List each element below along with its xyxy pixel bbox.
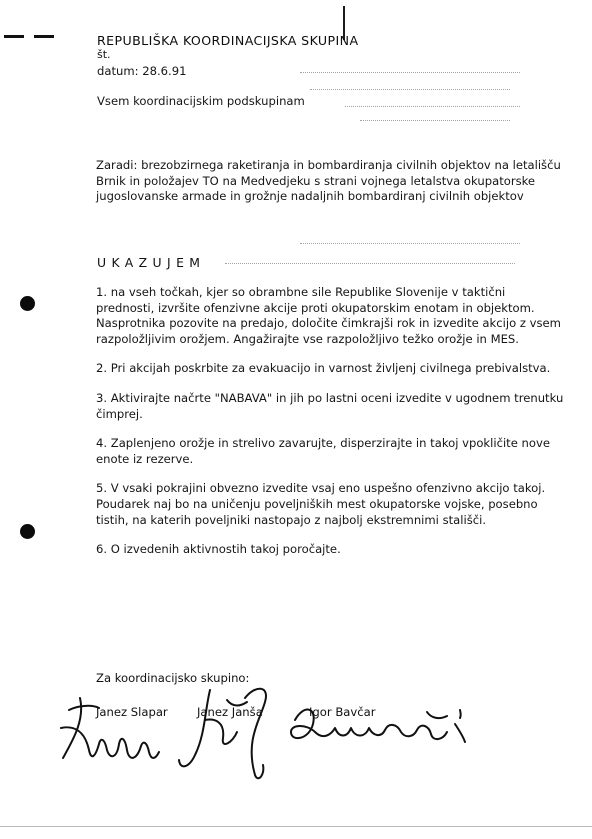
orders-list (96, 285, 566, 572)
scan-mark (4, 35, 56, 39)
closing-line: Za koordinacijsko skupino: (96, 671, 250, 685)
faded-stamp (300, 243, 520, 244)
document-number: št. (97, 48, 111, 61)
order-item: 4. Zaplenjeno orožje in strelivo zavarujte, disperzirajte in takoj vpokličite nove enote iz rezerve. (96, 436, 550, 466)
organization-title: REPUBLIŠKA KOORDINACIJSKA SKUPINA (97, 33, 359, 48)
order-item: 6. O izvedenih aktivnostih takoj poročajte. (96, 542, 341, 557)
punch-hole (20, 524, 35, 539)
faded-stamp (310, 89, 510, 90)
order-heading: UKAZUJEM (97, 255, 206, 270)
punch-hole (20, 296, 35, 311)
handwritten-signatures (55, 680, 475, 785)
faded-stamp (300, 72, 520, 73)
order-item: 5. V vsaki pokrajini obvezno izvedite vsaj eno uspešno ofenzivno akcijo takoj. Poudarek naj bo na uničenju poveljniških mest okupatorske vojske, posebno tistih, na katerih poveljniki nastopajo z najbolj ekstremnimi stališči. (96, 481, 546, 527)
recipients-line: Vsem koordinacijskim podskupinam (97, 94, 305, 108)
order-item: 3. Aktivirajte načrte "NABAVA" in jih po lastni oceni izvedite v ugodnem trenutku čimprej. (96, 390, 564, 421)
signatory-name: Igor Bavčar (309, 705, 376, 719)
order-item: 2. Pri akcijah poskrbite za evakuacijo in varnost življenj civilnega prebivalstva. (96, 361, 551, 376)
page-edge (0, 826, 592, 827)
document-date: datum: 28.6.91 (97, 64, 187, 78)
signatory-name: Janez Slapar (96, 705, 168, 719)
faded-stamp (225, 263, 515, 264)
faded-stamp (360, 120, 510, 121)
faded-stamp (345, 106, 520, 107)
subject-paragraph: Zaradi: brezobzirnega raketiranja in bombardiranja civilnih objektov na letališču Brnik in položajev TO na Medvedjeku s strani vojnega letalstva okupatorske jugoslovanske armade in grožnje nadaljnih bombardiranj civilnih objektov (96, 158, 561, 204)
signatory-name: Janez Janša (197, 705, 263, 719)
order-item: 1. na vseh točkah, kjer so obrambne sile Republike Slovenije v taktični prednosti, izvršite ofenzivne akcije proti okupatorskim enotam in objektom. Nasprotnika pozovite na predajo, določite čimkrajši rok in izvedite akcijo z vsem razpoložljivim orožjem. Angažirajte vse razpoložljivo težko orožje in MES. (96, 285, 561, 346)
